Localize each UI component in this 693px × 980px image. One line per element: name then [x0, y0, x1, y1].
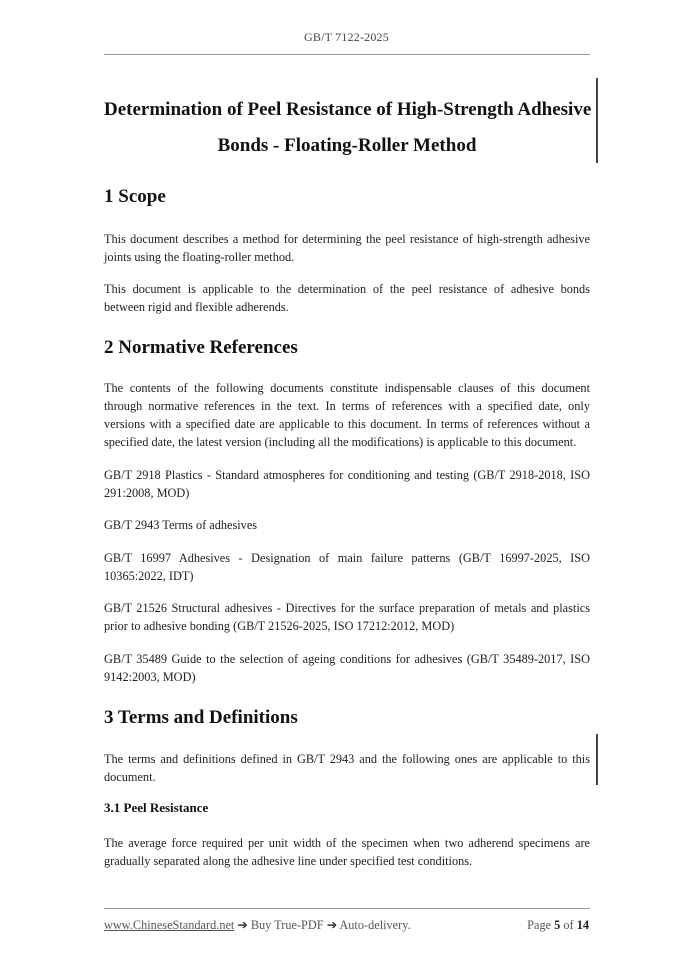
text-line: specified date, the latest version (including all the modifications) is applicable to this document.: [104, 435, 577, 449]
website-link[interactable]: www.ChineseStandard.net: [104, 918, 235, 932]
reference-item: [104, 599, 590, 635]
text-line: GB/T 2918 Plastics - Standard atmospheres for conditioning and testing (GB/T 2918-2018, ISO: [104, 468, 590, 482]
text-line: 10365:2022, IDT): [104, 569, 194, 583]
scope-paragraph-2: [104, 280, 590, 316]
reference-item: [104, 466, 590, 502]
footer-promo: [104, 918, 411, 933]
text-line: GB/T 21526 Structural adhesives - Directives for the surface preparation of metals and plastics: [104, 601, 590, 615]
normative-intro-paragraph: [104, 379, 590, 451]
terms-intro-paragraph: [104, 750, 590, 786]
document-title-line-2: Bonds - Floating-Roller Method: [217, 135, 477, 156]
page-header: GB/T 7122-2025: [304, 30, 389, 44]
scope-paragraph-1: [104, 230, 590, 266]
section-heading-normative-references: 2 Normative References: [104, 337, 298, 358]
current-page-number: 5: [554, 918, 561, 932]
text-line: GB/T 2943 Terms of adhesives: [104, 518, 258, 532]
text-line: GB/T 35489 Guide to the selection of ageing conditions for adhesives (GB/T 35489-2017, ISO: [104, 652, 590, 666]
reference-item: [104, 650, 590, 686]
text-line: 9142:2003, MOD): [104, 670, 196, 684]
footer-rule: [104, 908, 590, 909]
peel-resistance-definition: [104, 834, 590, 870]
arrow-right-icon: ➔: [326, 918, 337, 932]
buy-true-pdf-text: Buy True-PDF: [250, 918, 324, 932]
text-line: versions with a specified date are applicable to this document. In terms of references without a: [104, 417, 590, 431]
total-page-count: 14: [576, 918, 589, 932]
page-label: Page: [527, 918, 552, 932]
text-line: This document describes a method for determining the peel resistance of high-strength adhesive: [104, 232, 590, 246]
auto-delivery-text: Auto-delivery.: [339, 918, 411, 932]
text-line: joints using the floating-roller method.: [104, 250, 295, 264]
of-label: of: [563, 918, 574, 932]
reference-item: [104, 549, 590, 585]
change-bar: [596, 78, 598, 163]
arrow-right-icon: ➔: [237, 918, 248, 932]
change-bar: [596, 734, 598, 785]
text-line: 291:2008, MOD): [104, 486, 190, 500]
text-line: This document is applicable to the determination of the peel resistance of adhesive bonds: [104, 282, 590, 296]
text-line: The contents of the following documents constitute indispensable clauses of this document: [104, 381, 590, 395]
header-rule: [104, 54, 590, 55]
page-indicator: [527, 918, 589, 933]
document-title-line-1: Determination of Peel Resistance of High-Strength Adhesive: [104, 99, 592, 120]
section-heading-scope: 1 Scope: [104, 186, 166, 207]
text-line: prior to adhesive bonding (GB/T 21526-2025, ISO 17212:2012, MOD): [104, 619, 455, 633]
text-line: through normative references in the text. In terms of references with a specified date, only: [104, 399, 590, 413]
section-heading-terms-and-definitions: 3 Terms and Definitions: [104, 707, 298, 728]
text-line: GB/T 16997 Adhesives - Designation of main failure patterns (GB/T 16997-2025, ISO: [104, 551, 590, 565]
subsection-heading-peel-resistance: 3.1 Peel Resistance: [104, 800, 209, 815]
text-line: document.: [104, 770, 156, 784]
text-line: between rigid and flexible adherends.: [104, 300, 289, 314]
text-line: The average force required per unit width of the specimen when two adherend specimens are: [104, 836, 590, 850]
text-line: The terms and definitions defined in GB/T 2943 and the following ones are applicable to this: [104, 752, 590, 766]
reference-item: [104, 516, 590, 534]
text-line: gradually separated along the adhesive line under specified test conditions.: [104, 854, 473, 868]
